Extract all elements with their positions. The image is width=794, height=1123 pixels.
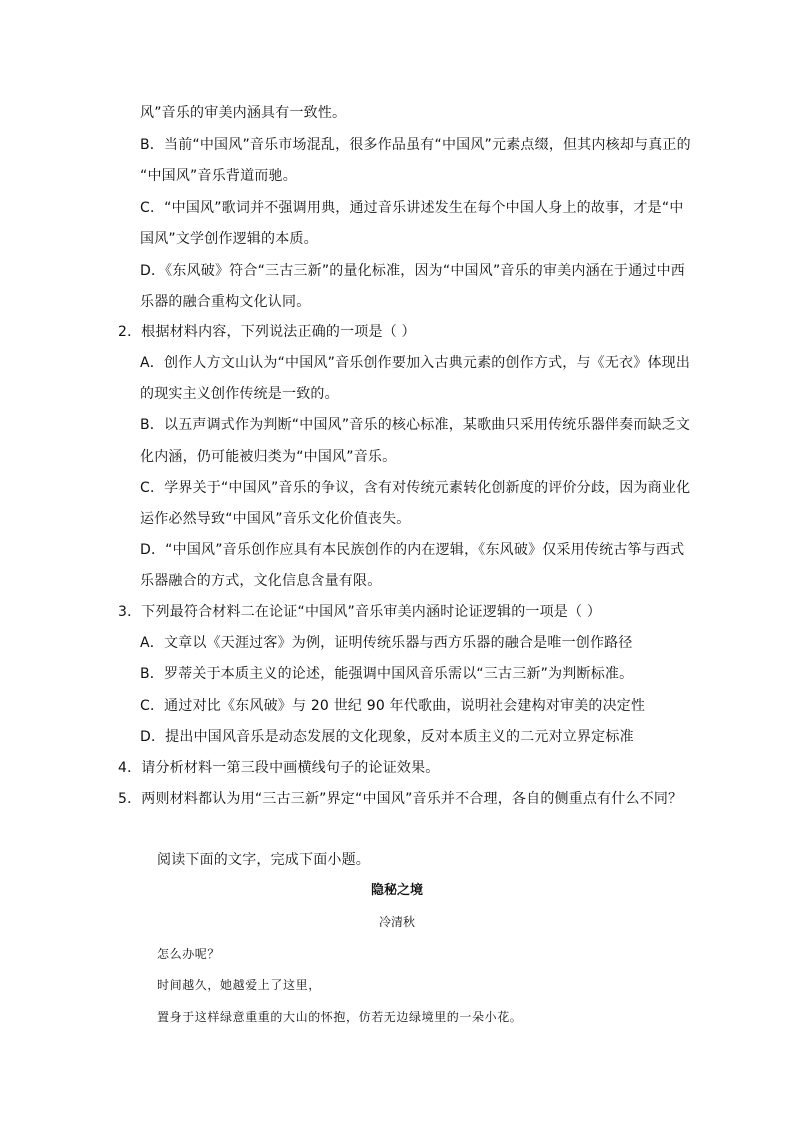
q2-option-d-continuation: 乐器融合的方式，文化信息含量有限。 bbox=[140, 573, 382, 589]
passage-author: 冷清秋 bbox=[378, 915, 415, 929]
q1-option-b: B．当前“中国风”音乐市场混乱，很多作品虽有“中国风”元素点缀，但其内核却与真正的 bbox=[140, 137, 691, 153]
q1-option-c: C．“中国风”歌词并不强调用典，通过音乐讲述发生在每个中国人身上的故事，才是“中 bbox=[140, 200, 684, 216]
q1-option-a-continuation: 风”音乐的审美内涵具有一致性。 bbox=[140, 105, 347, 121]
passage-line: 置身于这样绿意重重的大山的怀抱，仿若无边绿境里的一朵小花。 bbox=[157, 1010, 523, 1024]
reading-instruction: 阅读下面的文字，完成下面小题。 bbox=[157, 852, 370, 868]
q1-option-c-continuation: 国风”文学创作逻辑的本质。 bbox=[140, 231, 318, 247]
q1-option-b-continuation: “中国风”音乐背道而驰。 bbox=[140, 168, 297, 184]
q3-option-a: A．文章以《天涯过客》为例，证明传统乐器与西方乐器的融合是唯一创作路径 bbox=[140, 635, 633, 651]
question-3-stem: 3．下列最符合材料二在论证“中国风”音乐审美内涵时论证逻辑的一项是（ ） bbox=[118, 604, 602, 620]
q2-option-c-continuation: 运作必然导致“中国风”音乐文化价值丧失。 bbox=[140, 511, 411, 527]
question-5-stem: 5．两则材料都认为用“三古三新”界定“中国风”音乐并不合理，各自的侧重点有什么不同？ bbox=[118, 791, 683, 807]
passage-line: 怎么办呢？ bbox=[157, 947, 221, 961]
q1-option-d: D．《东风破》符合“三古三新”的量化标准，因为“中国风”音乐的审美内涵在于通过中西 bbox=[140, 263, 685, 279]
q2-option-a: A．创作人方文山认为“中国风”音乐创作要加入古典元素的创作方式，与《无衣》体现出 bbox=[140, 355, 691, 371]
q2-option-a-continuation: 的现实主义创作传统是一致的。 bbox=[140, 386, 339, 402]
q3-option-c: C．通过对比《东风破》与 20 世纪 90 年代歌曲，说明社会建构对审美的决定性 bbox=[140, 698, 646, 714]
passage-line: 时间越久，她越爱上了这里， bbox=[157, 978, 321, 992]
q3-option-b: B．罗蒂关于本质主义的论述，能强调中国风音乐需以“三古三新”为判断标准。 bbox=[140, 666, 634, 682]
q2-option-c: C．学界关于“中国风”音乐的争议，含有对传统元素转化创新度的评价分歧，因为商业化 bbox=[140, 480, 691, 496]
q2-option-d: D．“中国风”音乐创作应具有本民族创作的内在逻辑，《东风破》仅采用传统古筝与西式 bbox=[140, 542, 685, 558]
passage-title: 隐秘之境 bbox=[370, 883, 423, 898]
q2-option-b-continuation: 化内涵，仍可能被归类为“中国风”音乐。 bbox=[140, 449, 397, 465]
question-2-stem: 2．根据材料内容，下列说法正确的一项是（ ） bbox=[118, 324, 416, 340]
question-4-stem: 4．请分析材料一第三段中画横线句子的论证效果。 bbox=[118, 760, 440, 776]
q1-option-d-continuation: 乐器的融合重构文化认同。 bbox=[140, 294, 311, 310]
q2-option-b: B．以五声调式作为判断“中国风”音乐的核心标准，某歌曲只采用传统乐器伴奏而缺乏文 bbox=[140, 417, 691, 433]
q3-option-d: D．提出中国风音乐是动态发展的文化现象，反对本质主义的二元对立界定标准 bbox=[140, 729, 634, 745]
